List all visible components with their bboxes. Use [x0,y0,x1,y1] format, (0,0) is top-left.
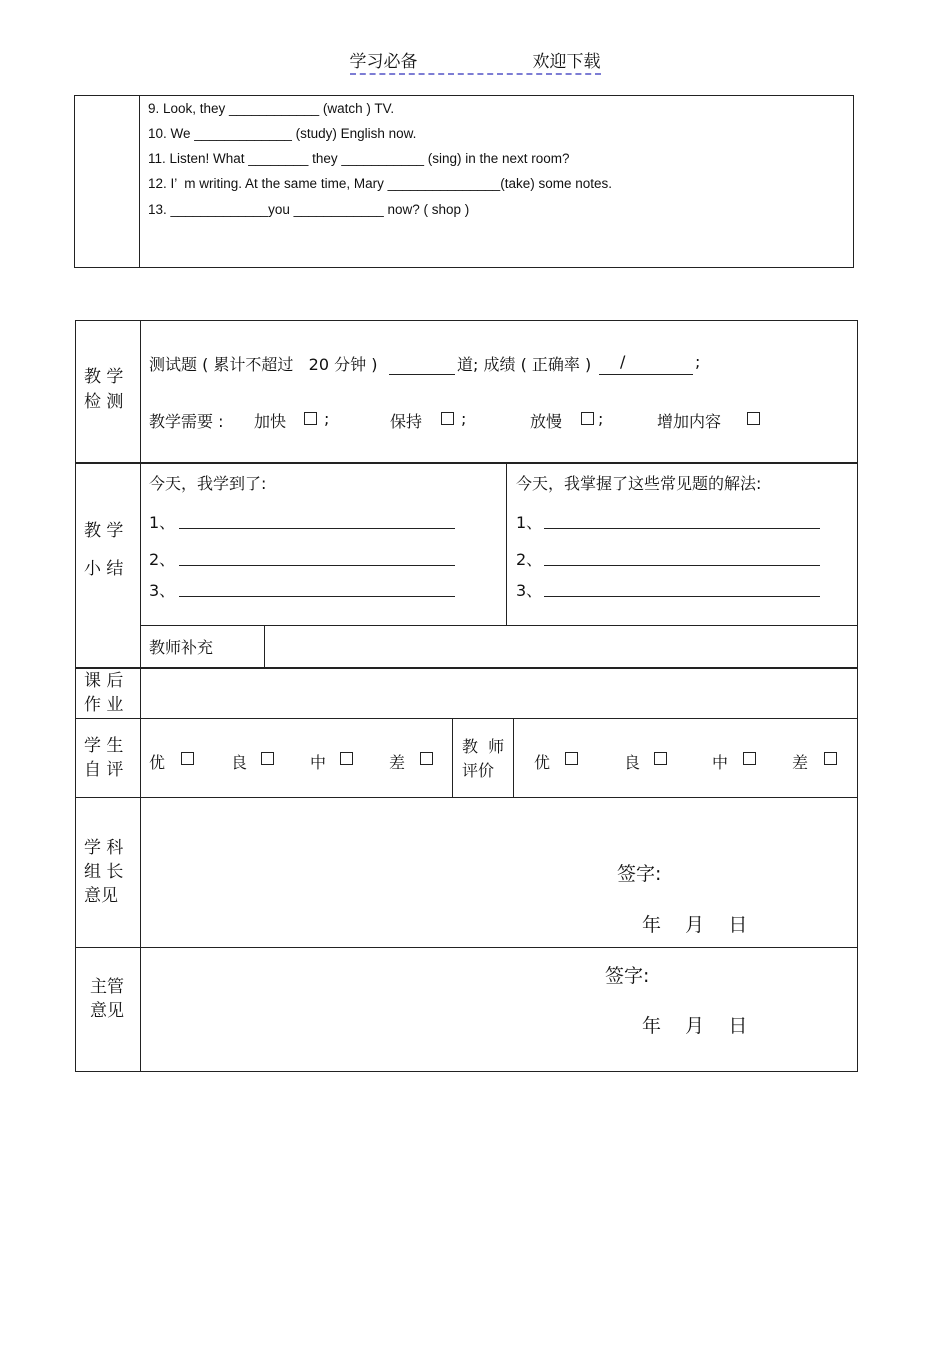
leader-label-2: 组 长 [84,862,124,882]
exercise-10: 10. We _____________ (study) English now. [148,126,417,141]
supervisor-label-2: 意见 [90,1001,124,1021]
self-good-checkbox[interactable] [261,752,274,765]
semicolon-2: ; [461,409,467,428]
test-mid: 道; 成绩 ( 正确率 ) [457,355,592,374]
header-right-text: 欢迎下载 [532,52,601,72]
self-excellent-label: 优 [149,753,166,772]
opt-add-label: 增加内容 [657,412,722,431]
self-good-label: 良 [231,753,248,772]
test-count-blank[interactable] [389,374,455,375]
self-medium-label: 中 [310,753,327,772]
exercise-13: 13. _____________you ____________ now? ( shop ) [148,202,470,217]
summary-label-1: 教 学 [84,521,124,541]
learned-blank-3[interactable] [179,596,455,597]
leader-label-1: 学 科 [84,838,124,858]
homework-field[interactable] [142,669,856,717]
keep-checkbox[interactable] [441,412,454,425]
semicolon-1: ; [324,409,330,428]
mastered-num-3: 3、 [516,581,543,600]
teacher-excellent-checkbox[interactable] [565,752,578,765]
learned-num-3: 3、 [149,581,176,600]
leader-label-3: 意见 [84,886,118,906]
learned-num-1: 1、 [149,513,176,532]
speedup-checkbox[interactable] [304,412,317,425]
self-poor-label: 差 [389,753,406,772]
mastered-num-1: 1、 [516,513,543,532]
lesson-record-table [75,320,858,1072]
learned-blank-2[interactable] [179,565,455,566]
exercise-12: 12. I’ m writing. At the same time, Mary _______________(take) some notes. [148,176,612,191]
self-excellent-checkbox[interactable] [181,752,194,765]
score-slash: / [620,352,626,371]
check-label-2: 检 测 [84,392,124,412]
mastered-blank-3[interactable] [544,596,820,597]
exercise-11: 11. Listen! What ________ they ___________ (sing) in the next room? [148,151,570,166]
teacher-poor-checkbox[interactable] [824,752,837,765]
needs-label: 教学需要 : [149,412,224,431]
learned-num-2: 2、 [149,550,176,569]
teacher-excellent-label: 优 [534,753,551,772]
opt-slow-label: 放慢 [530,412,563,431]
exercise-9: 9. Look, they ____________ (watch ) TV. [148,101,395,116]
summary-label-2: 小 结 [84,559,124,579]
header-banner [350,47,601,75]
teacher-medium-label: 中 [712,753,729,772]
supervisor-date: 年 月 日 [642,1015,748,1037]
self-poor-checkbox[interactable] [420,752,433,765]
exercise-label-cell [75,96,140,267]
supervisor-label-1: 主管 [90,977,124,997]
mastered-num-2: 2、 [516,550,543,569]
teacher-eval-label-1: 教 师 [462,737,505,756]
learned-title: 今天，我学到了: [149,474,267,493]
teacher-good-checkbox[interactable] [654,752,667,765]
self-eval-label-2: 自 评 [84,760,124,780]
teacher-supplement-label: 教师补充 [149,638,214,657]
test-end: ; [695,352,701,371]
semicolon-3: ; [598,409,604,428]
teacher-poor-label: 差 [792,753,809,772]
test-prefix: 测试题 ( 累计不超过 20 分钟 ) [149,355,378,374]
exercise-table [74,95,854,268]
homework-label-1: 课 后 [84,671,124,691]
learned-blank-1[interactable] [179,528,455,529]
homework-label-2: 作 业 [84,695,124,715]
leader-date: 年 月 日 [642,914,748,936]
opt-speedup-label: 加快 [254,412,287,431]
page-header [0,47,950,75]
self-eval-label-1: 学 生 [84,736,124,756]
teacher-good-label: 良 [624,753,641,772]
check-label-1: 教 学 [84,367,124,387]
header-left-text: 学习必备 [349,52,418,72]
mastered-blank-1[interactable] [544,528,820,529]
mastered-title: 今天，我掌握了这些常见题的解法: [516,474,762,493]
mastered-blank-2[interactable] [544,565,820,566]
teacher-supplement-field[interactable] [266,627,856,665]
slow-checkbox[interactable] [581,412,594,425]
opt-keep-label: 保持 [390,412,423,431]
score-blank[interactable] [599,374,693,375]
self-medium-checkbox[interactable] [340,752,353,765]
teacher-medium-checkbox[interactable] [743,752,756,765]
teacher-eval-label-2: 评价 [462,761,495,780]
supervisor-sign-label: 签字: [605,965,650,987]
add-content-checkbox[interactable] [747,412,760,425]
leader-sign-label: 签字: [617,863,662,885]
